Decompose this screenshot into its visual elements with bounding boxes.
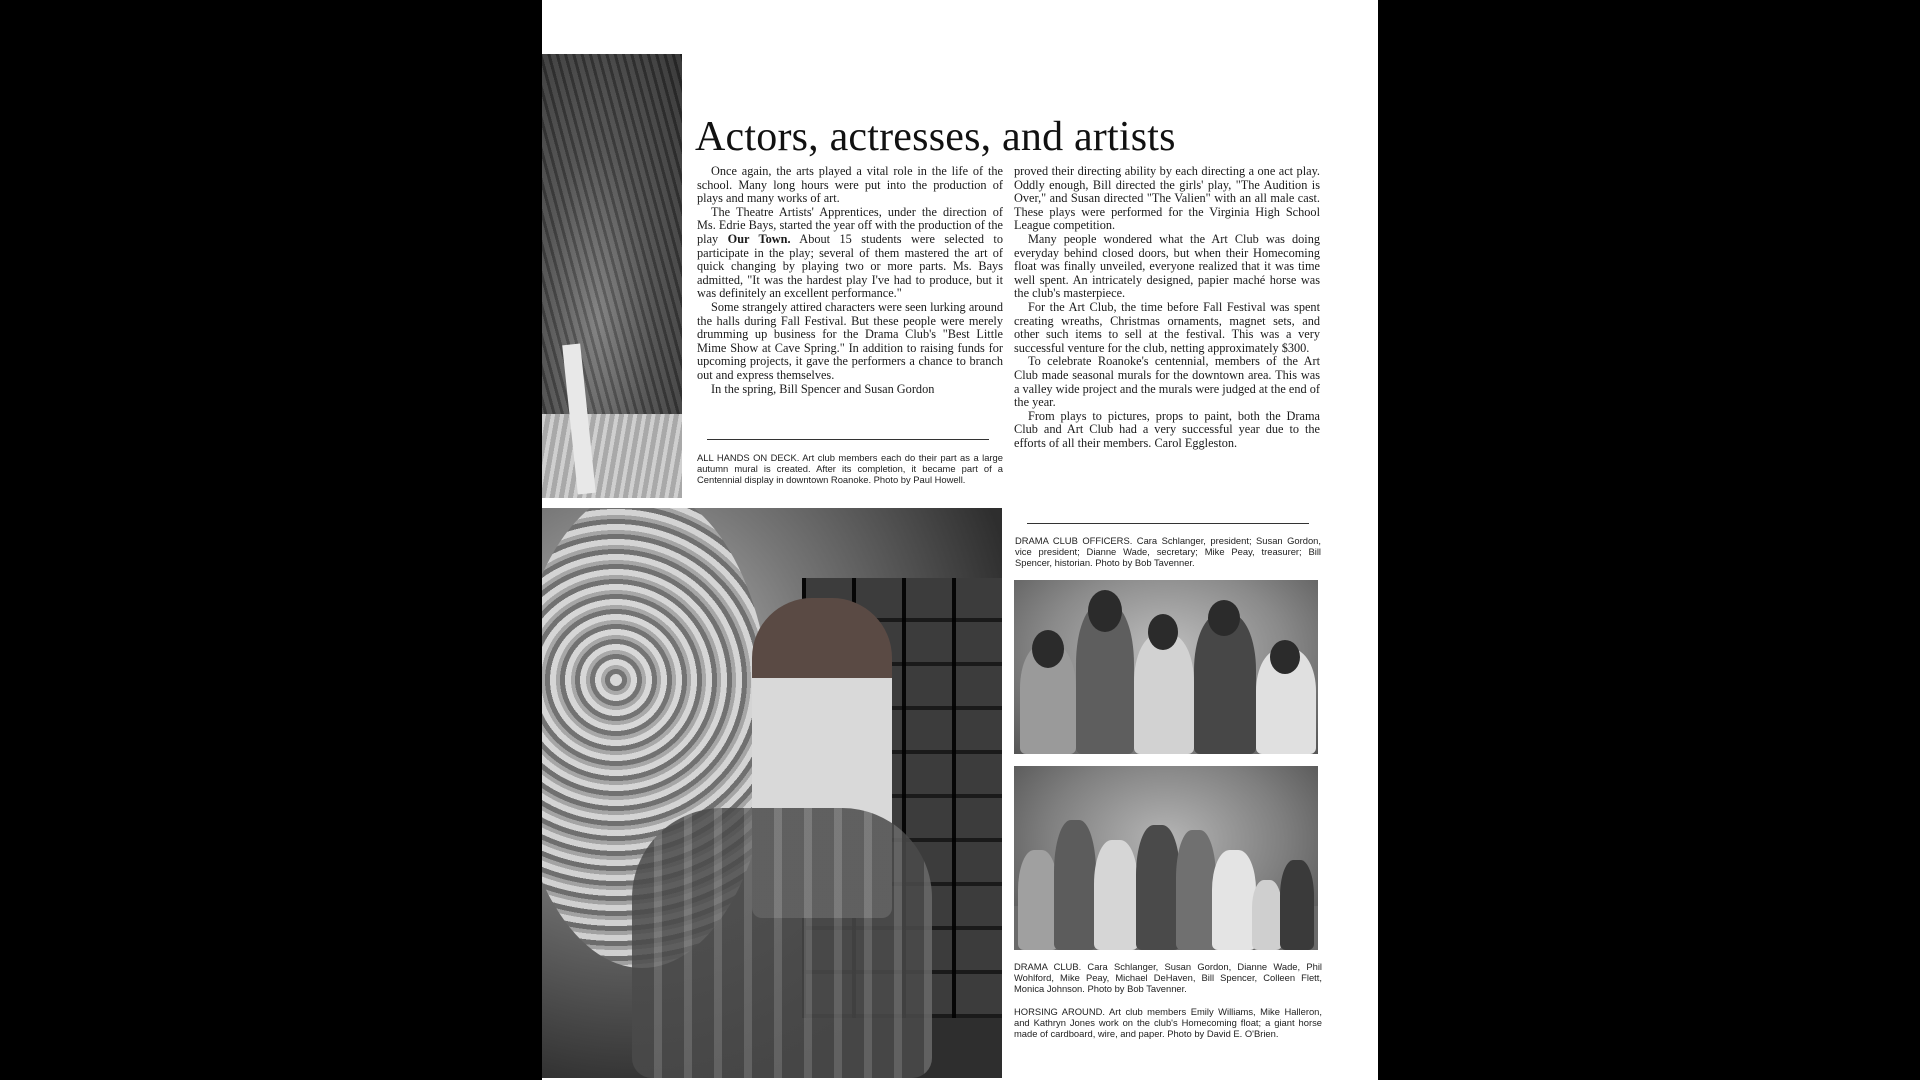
article-paragraph: Once again, the arts played a vital role in the life of the school. Many long hours were put into the production of plays and many works of art. (697, 164, 1003, 206)
club-figure (1136, 825, 1180, 950)
officer-head (1270, 640, 1300, 674)
float-photo-student (632, 808, 932, 1078)
club-figure (1018, 850, 1058, 950)
article-paragraph: In the spring, Bill Spencer and Susan Gordon (711, 381, 935, 396)
article-paragraph: Some strangely attired characters were seen lurking around the halls during Fall Festival. But these people were merely drumming up business for the Drama Club's "Best Little Mime Show at Cave Spring." In addition to raising funds for upcoming projects, it gave the performers a chance to branch out and express themselves. (697, 299, 1003, 382)
article-paragraph: To celebrate Roanoke's centennial, members of the Art Club made seasonal murals for the downtown area. This was a valley wide project and the murals were judged at the end of the year. (1014, 354, 1320, 410)
article-text: About 15 students were selected to participate in the play; several of them mastered the art of quick changing by playing two or more parts. Ms. Bays admitted, "It was the hardest play I've had to produce, but it was definitely an excellent performance." (697, 231, 1003, 301)
caption-horsing-around: HORSING AROUND. Art club members Emily Williams, Mike Halleron, and Kathryn Jones work on the club's Homecoming float; a giant horse made of cardboard, wire, and paper. Photo by David E. O'Brien. (1014, 1006, 1322, 1039)
officer-head (1032, 630, 1064, 668)
club-figure (1176, 830, 1216, 950)
club-figure (1054, 820, 1096, 950)
article-paragraph: Many people wondered what the Art Club was doing everyday behind closed doors, but when their Homecoming float was finally unveiled, everyone realized that it was time well spent. An intricately designed, papier maché horse was the club's masterpiece. (1014, 231, 1320, 301)
caption-divider (1027, 523, 1309, 524)
article-paragraph: proved their directing ability by each directing a one act play. Oddly enough, Bill directed the girls' play, "The Audition is Over," and Susan directed "The Valien" with an all male cast. These plays were performed for the Virginia High School League competition. (1014, 164, 1320, 233)
caption-hands-on-deck: ALL HANDS ON DECK. Art club members each do their part as a large autumn mural is created. After its completion, it became part of a Centennial display in downtown Roanoke. Photo by Paul Howell. (697, 452, 1003, 485)
officer-head (1148, 614, 1178, 650)
yearbook-page (542, 0, 1378, 1080)
article-column-1 (697, 165, 1003, 396)
caption-drama-club: DRAMA CLUB. Cara Schlanger, Susan Gordon, Dianne Wade, Phil Wohlford, Mike Peay, Michael DeHaven, Bill Spencer, Colleen Flett, Monica Johnson. Photo by Bob Tavenner. (1014, 961, 1322, 994)
club-figure (1094, 840, 1138, 950)
club-figure (1252, 880, 1282, 950)
club-figure (1212, 850, 1256, 950)
page-title: Actors, actresses, and artists (695, 114, 1176, 160)
officer-head (1088, 590, 1122, 632)
article-paragraph: From plays to pictures, props to paint, both the Drama Club and Art Club had a very successful year due to the efforts of all their members. Carol Eggleston. (1014, 408, 1320, 450)
homecoming-float-photo (542, 508, 1002, 1078)
drama-club-photo (1014, 766, 1318, 950)
mural-photo (542, 54, 682, 498)
drama-officers-photo (1014, 580, 1318, 754)
article-text: The Theatre Artists' Apprentices, under the direction of Ms. Edrie Bays, started the year off with the production of the play (697, 204, 1003, 246)
article-paragraph: For the Art Club, the time before Fall Festival was spent creating wreaths, Christmas ornaments, magnet sets, and other such items to sell at the festival. This was a very successful venture for the club, netting approximately $300. (1014, 299, 1320, 355)
article-column-2 (1014, 165, 1320, 450)
officer-head (1208, 600, 1240, 636)
caption-officers: DRAMA CLUB OFFICERS. Cara Schlanger, president; Susan Gordon, vice president; Dianne Wade, secretary; Mike Peay, treasurer; Bill Spencer, historian. Photo by Bob Tavenner. (1015, 535, 1321, 568)
club-figure (1280, 860, 1314, 950)
article-paragraph (697, 206, 1003, 301)
mural-photo-floor (542, 414, 682, 498)
officer-figure (1134, 634, 1194, 754)
caption-divider (707, 439, 989, 440)
play-title: Our Town. (727, 231, 791, 246)
